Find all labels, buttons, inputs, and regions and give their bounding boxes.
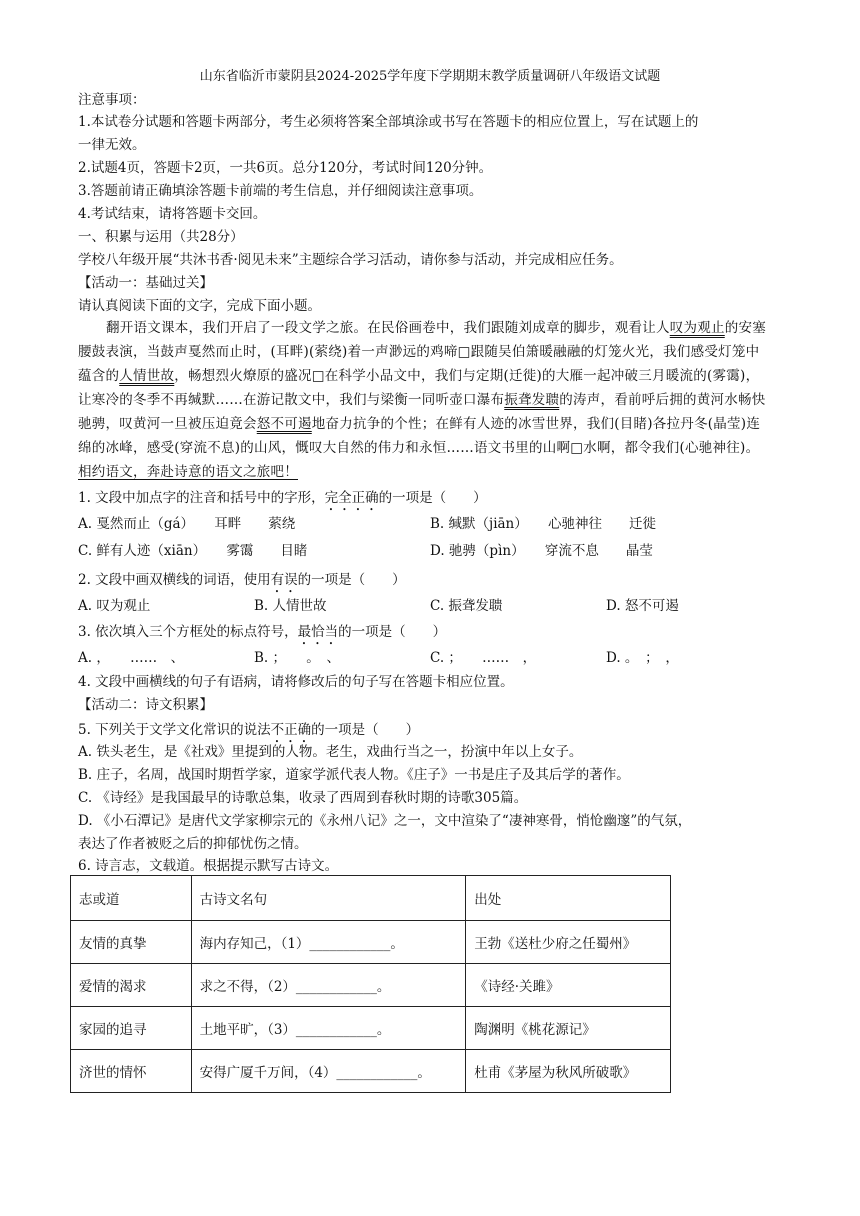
double-underlined-word: 振聋发聩 — [504, 392, 560, 408]
question-4-stem: 4. 文段中画横线的句子有语病，请将修改后的句子写在答题卡相应位置。 — [78, 674, 514, 690]
emphasized-text: 最恰当 — [297, 624, 339, 640]
notice-item-3: 3.答题前请正确填涂答题卡前端的考生信息，并仔细阅读注意事项。 — [78, 183, 483, 199]
exam-title: 山东省临沂市蒙阴县2024-2025学年度下学期期末教学质量调研八年级语文试题 — [199, 69, 661, 84]
q1-option-c: C. 鲜有人迹（xiān） 雾霭 目睹 — [78, 543, 308, 559]
notice-item-4: 4.考试结束，请将答题卡交回。 — [78, 206, 267, 222]
table-header-cell: 古诗文名句 — [191, 876, 466, 921]
notice-item-1-cont: 一律无效。 — [78, 137, 146, 153]
theme-cell: 济世的情怀 — [71, 1050, 192, 1093]
reading-passage — [78, 316, 772, 484]
fill-blank-cell[interactable]: 海内存知己，（1）____________。 — [191, 921, 466, 964]
question-6-stem: 6. 诗言志，文载道。根据提示默写古诗文。 — [78, 858, 339, 874]
table-row — [71, 1007, 671, 1050]
q1-option-b: B. 缄默（jiān） 心驰神往 迁徙 — [430, 516, 656, 532]
q5-option-a: A. 铁头老生，是《社戏》里提到的人物。老生，戏曲行当之一，扮演中年以上女子。 — [78, 744, 583, 760]
notice-item-1: 1.本试卷分试题和答题卡两部分，考生必须将答案全部填涂或书写在答题卡的相应位置上，写在试题上的 — [78, 114, 699, 130]
source-cell: 《诗经·关雎》 — [466, 964, 671, 1007]
question-3-stem — [78, 624, 446, 648]
passage-text: 的安塞腰鼓表演，当鼓声戛然而止时，(耳畔)(萦绕)着一声渺远的鸡啼□跟随吴伯箫暖融融的灯笼火光，我们感受灯笼中蕴含的 — [78, 320, 766, 384]
source-cell: 杜甫《茅屋为秋风所破歌》 — [466, 1050, 671, 1093]
stem-text: 2. 文段中画双横线的词语，使用 — [78, 572, 271, 588]
question-1-stem — [78, 490, 487, 514]
q5-option-c: C. 《诗经》是我国最早的诗歌总集，收录了西周到春秋时期的诗歌305篇。 — [78, 790, 528, 806]
table-header-cell: 志或道 — [71, 876, 192, 921]
notice-item-2: 2.试题4页，答题卡2页，一共6页。总分120分，考试时间120分钟。 — [78, 160, 493, 176]
stem-text: 5. 下列关于文学文化常识的说法 — [78, 722, 271, 738]
activity1-heading: 【活动一：基础过关】 — [78, 275, 213, 291]
double-underlined-word: 人情世故 — [119, 368, 175, 384]
q1-option-d: D. 驰骋（pìn） 穿流不息 晶莹 — [430, 543, 653, 559]
source-cell: 陶渊明《桃花源记》 — [466, 1007, 671, 1050]
q5-option-b: B. 庄子，名周，战国时期哲学家，道家学派代表人物。《庄子》一书是庄子及其后学的著作。 — [78, 767, 630, 783]
poem-table — [70, 875, 671, 1093]
q5-option-d: D. 《小石潭记》是唐代文学家柳宗元的《永州八记》之一，文中渲染了“凄神寒骨，悄怆幽邃”的气氛， — [78, 813, 692, 829]
theme-cell: 爱情的渴求 — [71, 964, 192, 1007]
activity2-heading: 【活动二：诗文积累】 — [78, 697, 213, 713]
fill-blank-cell[interactable]: 土地平旷，（3）____________。 — [191, 1007, 466, 1050]
q2-option-c: C. 振聋发聩 — [430, 598, 503, 614]
double-underlined-word: 叹为观止 — [669, 320, 725, 336]
q1-option-a: A. 戛然而止（gá） 耳畔 萦绕 — [78, 516, 296, 532]
notice-heading: 注意事项： — [78, 92, 146, 108]
q3-option-d: D. 。 ； ， — [606, 650, 679, 666]
underlined-sentence: 相约语文，奔赴诗意的语文之旅吧！ — [78, 464, 298, 480]
q2-option-d: D. 怒不可遏 — [606, 598, 679, 614]
table-row — [71, 964, 671, 1007]
source-cell: 王勃《送杜少府之任蜀州》 — [466, 921, 671, 964]
table-row — [71, 1050, 671, 1093]
table-header-row — [71, 876, 671, 921]
reading-instruction: 请认真阅读下面的文字，完成下面小题。 — [78, 298, 321, 314]
q3-option-b: B. ； 。 、 — [254, 650, 341, 666]
theme-cell: 家园的追寻 — [71, 1007, 192, 1050]
q3-option-c: C. ； …… ， — [430, 650, 537, 666]
q5-option-d-cont: 表达了作者被贬之后的抑郁忧伤之情。 — [78, 836, 308, 852]
emphasized-text: 完全正确 — [324, 490, 379, 506]
table-header-cell: 出处 — [466, 876, 671, 921]
passage-text: 地奋力抗争的个性；在鲜有人迹的冰雪世界，我们(目睹)各拉丹冬(晶莹)连绵的冰峰，感受(穿流不息)的山风，慨叹大自然的伟力和永恒……语文书里的山啊□水啊，都令我们(心驰神往)。 — [78, 416, 761, 456]
passage-text: 翻开语文课本，我们开启了一段文学之旅。在民俗画卷中，我们跟随刘成章的脚步，观看让人 — [106, 320, 670, 336]
q3-option-a: A. ， …… 、 — [78, 650, 185, 666]
stem-text: 3. 依次填入三个方框处的标点符号， — [78, 624, 298, 640]
question-5-stem — [78, 722, 419, 746]
double-underlined-word: 怒不可遏 — [256, 416, 312, 432]
stem-text: 的一项是（ ） — [378, 490, 487, 506]
table-row — [71, 921, 671, 964]
stem-text: 的一项是（ ） — [338, 624, 447, 640]
theme-cell: 友情的真挚 — [71, 921, 192, 964]
stem-text: 1. 文段中加点字的注音和括号中的字形， — [78, 490, 325, 506]
fill-blank-cell[interactable]: 求之不得，（2）____________。 — [191, 964, 466, 1007]
q2-option-a: A. 叹为观止 — [78, 598, 151, 614]
q2-option-b: B. 人情世故 — [254, 598, 327, 614]
emphasized-text: 不正确 — [270, 722, 312, 738]
passage-text: 的涛声，看前呼后拥的黄河水畅快驰骋，叹黄河一旦被压迫竟会 — [78, 392, 766, 432]
activity-intro: 学校八年级开展“共沐书香·阅见未来”主题综合学习活动，请你参与活动，并完成相应任务。 — [78, 252, 623, 268]
fill-blank-cell[interactable]: 安得广厦千万间，（4）____________。 — [191, 1050, 466, 1093]
question-2-stem — [78, 572, 406, 596]
section-heading: 一、积累与运用（共28分） — [78, 229, 244, 245]
stem-text: 的一项是（ ） — [311, 722, 420, 738]
passage-text: ，畅想烈火燎原的盛况□在科学小品文中，我们与定期(迁徙)的大雁一起冲破三月暖流的(雾霭)，让寒冷的冬季不再缄默……在游记散文中，我们与梁衡一同听壶口瀑布 — [78, 368, 760, 408]
stem-text: 的一项是（ ） — [297, 572, 406, 588]
emphasized-text: 有误 — [270, 572, 298, 588]
